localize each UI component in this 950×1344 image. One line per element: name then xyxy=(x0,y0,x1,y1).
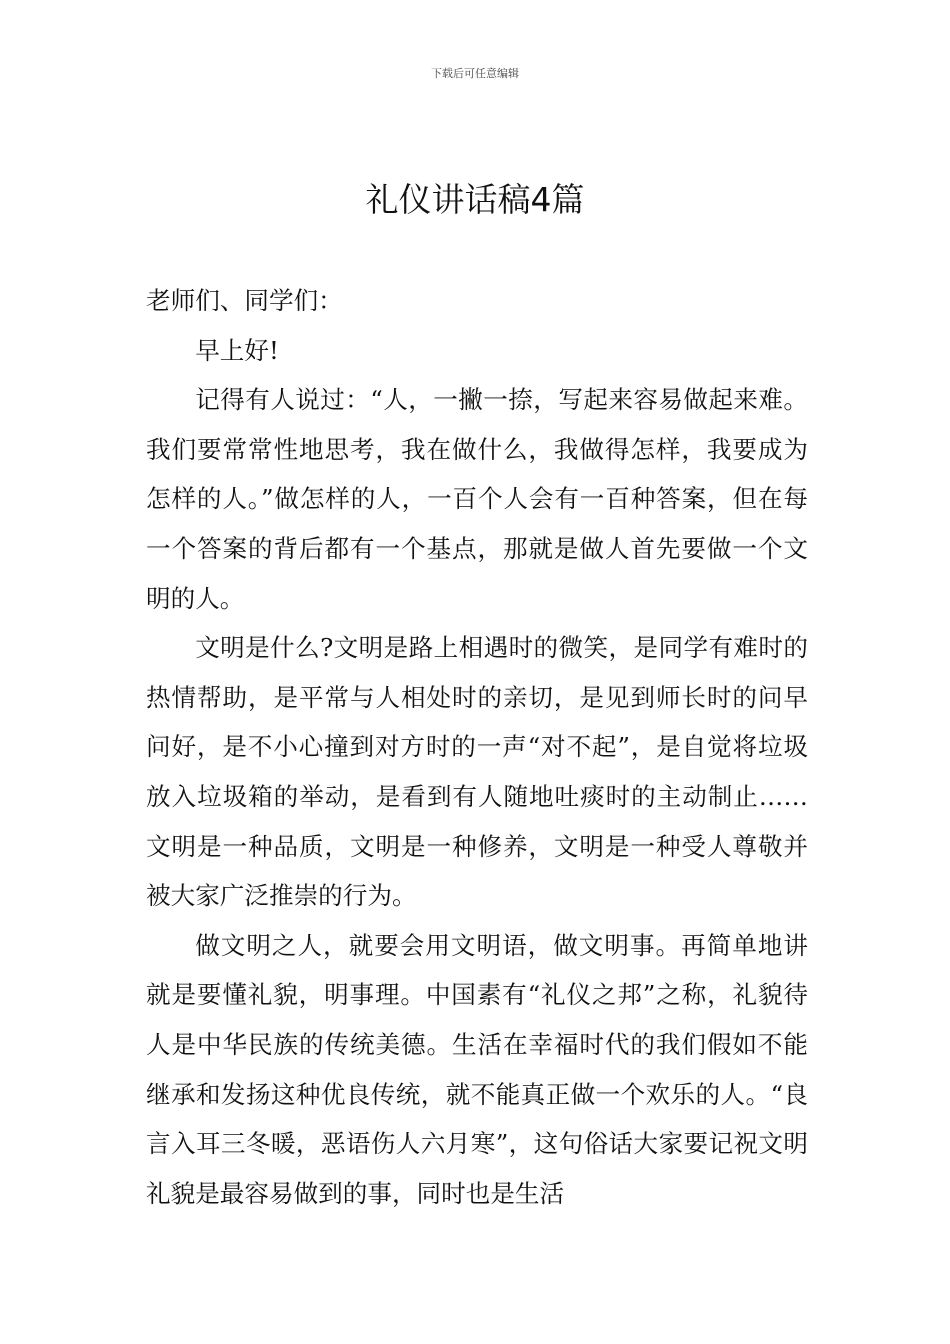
salutation: 老师们、同学们： xyxy=(146,286,343,315)
paragraph-1: 记得有人说过：“人，一撇一捺，写起来容易做起来难。我们要常常性地思考，我在做什么，我做得怎样，我要成为怎样的人。”做怎样的人，一百个人会有一百种答案，但在每一个答案的背后都有一个基点，那就是做人首先要做一个文明的人。 xyxy=(146,385,808,613)
paragraph-3: 做文明之人，就要会用文明语，做文明事。再简单地讲就是要懂礼貌，明事理。中国素有“礼仪之邦”之称，礼貌待人是中华民族的传统美德。生活在幸福时代的我们假如不能继承和发扬这种优良传统，就不能真正做一个欢乐的人。“良言入耳三冬暖，恶语伤人六月寒”，这句俗话大家要记祝文明礼貌是最容易做到的事，同时也是生活 xyxy=(146,930,808,1208)
paragraph-2: 文明是什么?文明是路上相遇时的微笑，是同学有难时的热情帮助，是平常与人相处时的亲切，是见到师长时的问早问好，是不小心撞到对方时的一声“对不起”，是自觉将垃圾放入垃圾箱的举动，是看到有人随地吐痰时的主动制止……文明是一种品质，文明是一种修养，文明是一种受人尊敬并被大家广泛推崇的行为。 xyxy=(146,633,808,911)
paragraph-greeting: 早上好! xyxy=(195,335,279,365)
header-note: 下载后可任意编辑 xyxy=(431,67,519,80)
document-title: 礼仪讲话稿4篇 xyxy=(365,180,585,219)
document-body xyxy=(146,276,808,1218)
